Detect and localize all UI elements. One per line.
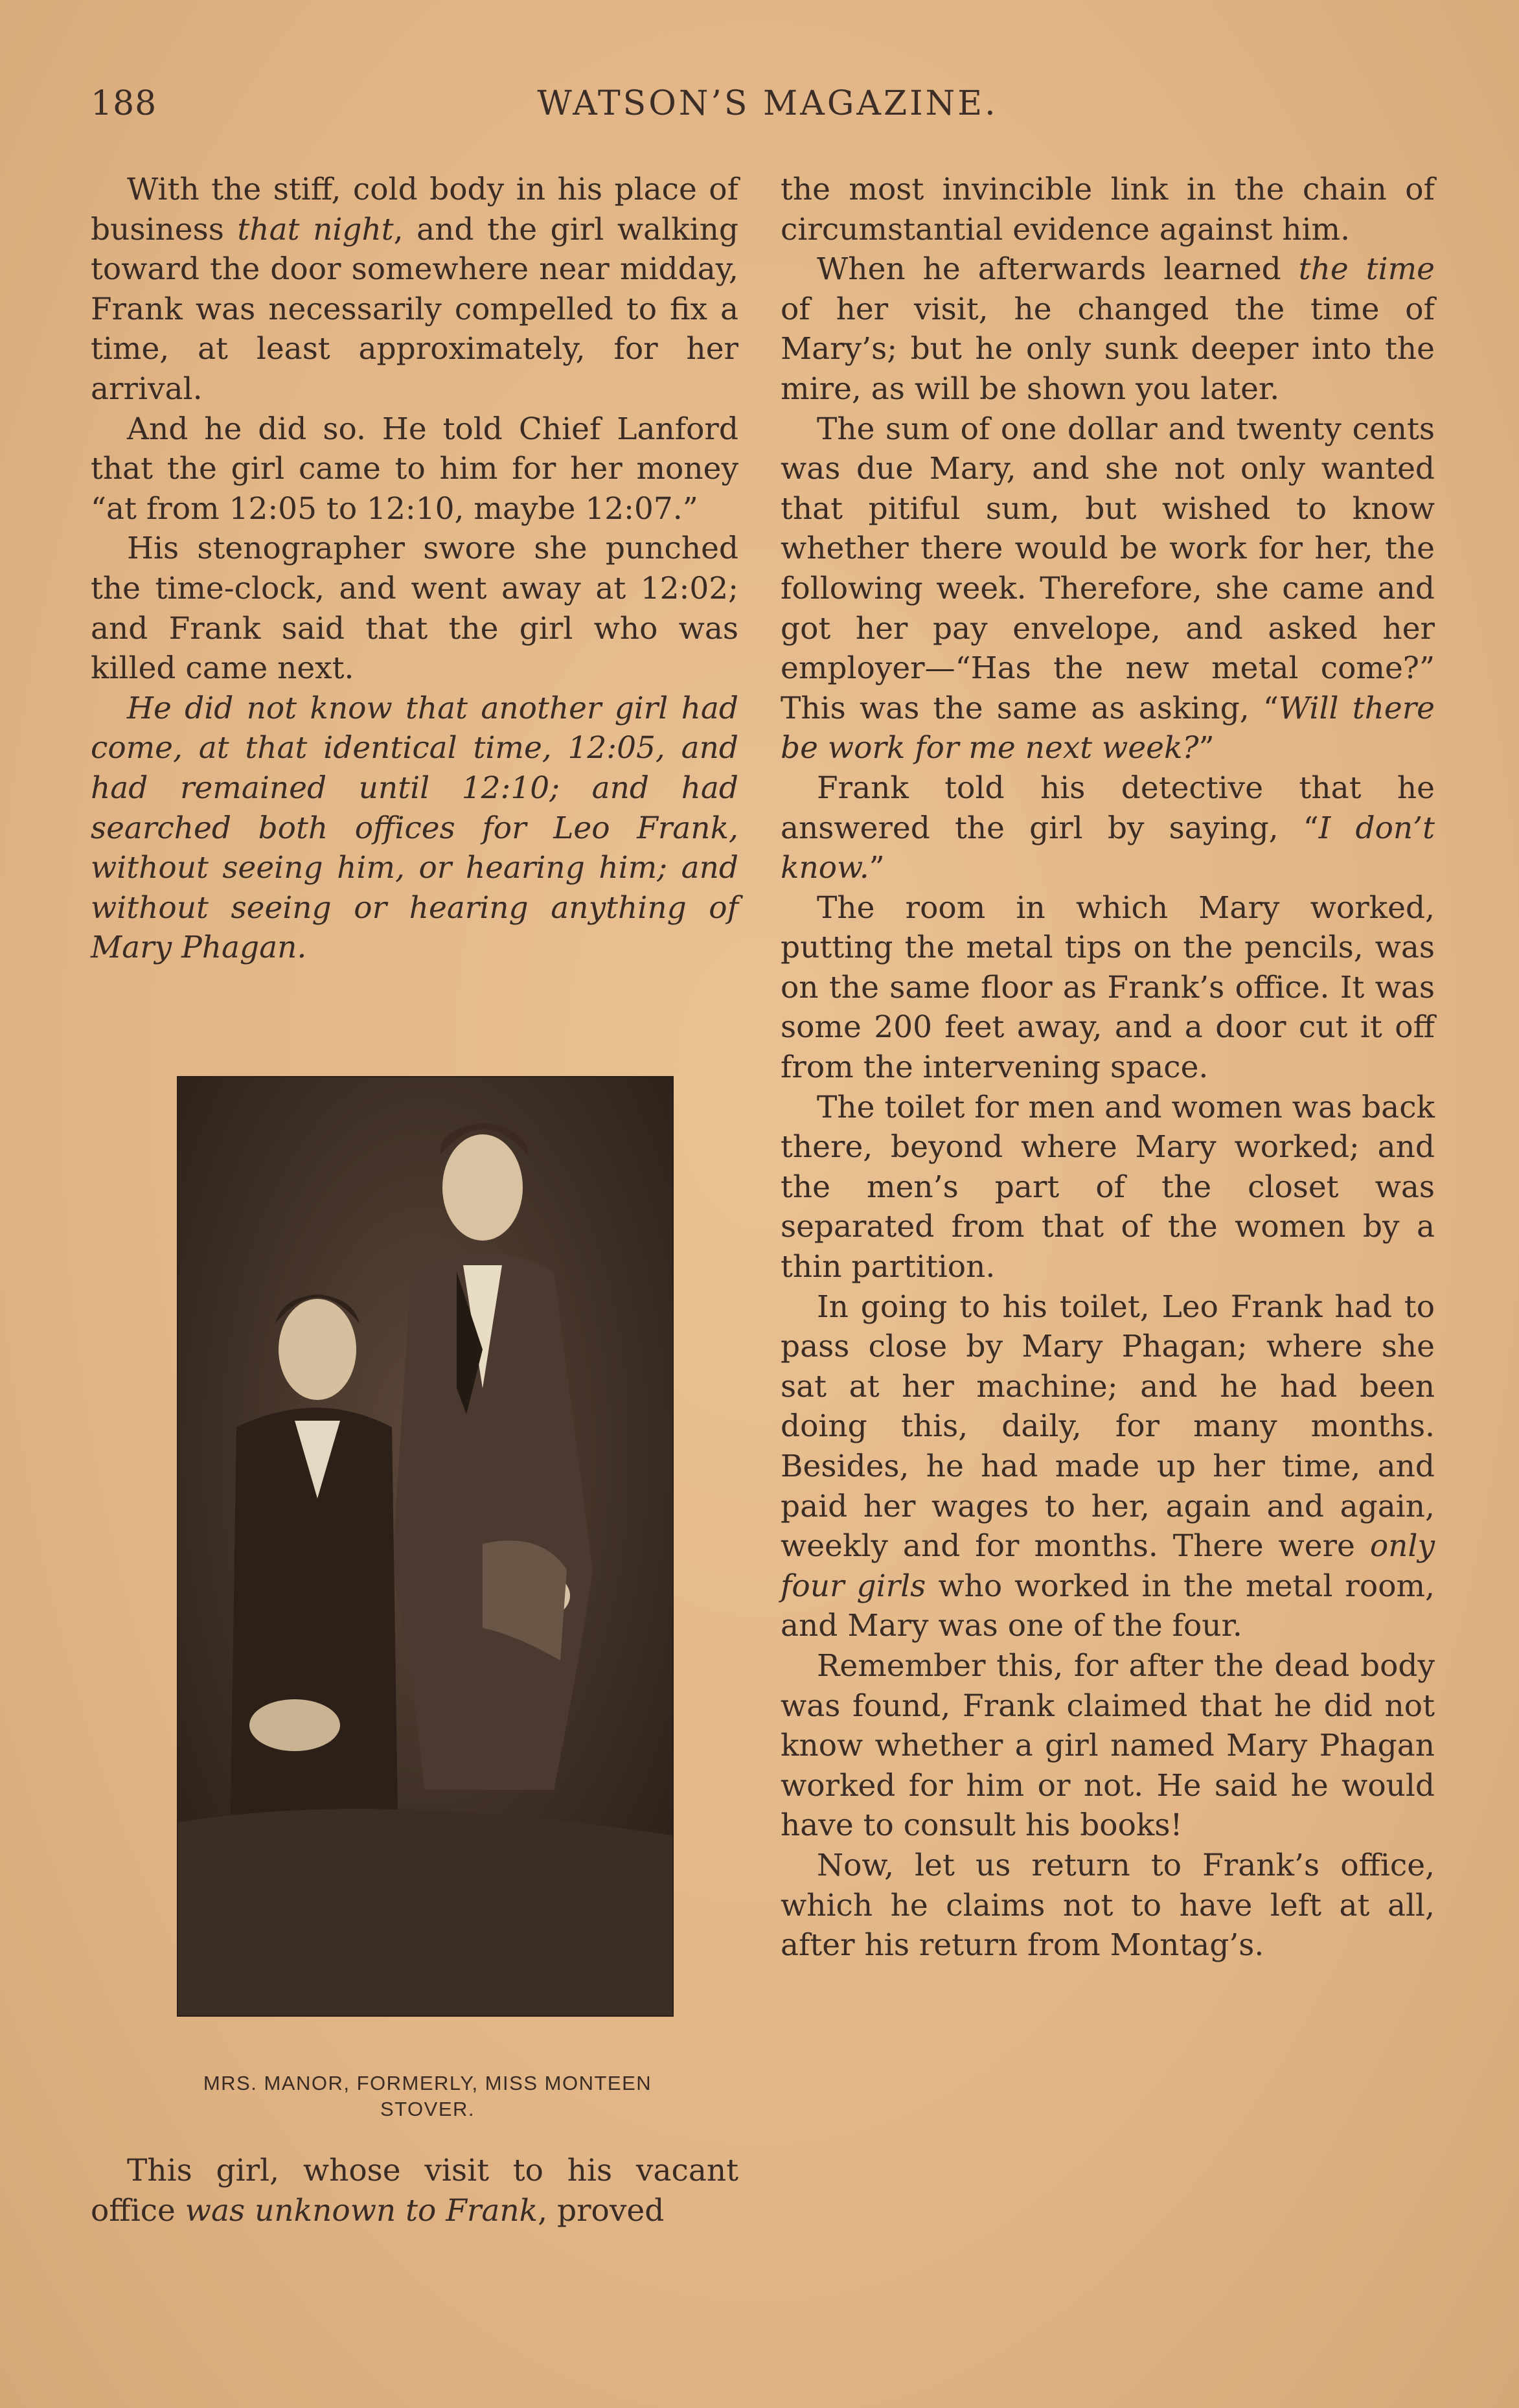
left-paragraph-1 bbox=[91, 170, 738, 409]
right-p6-end: who worked in the metal room, and Mary was one of the four. bbox=[781, 1568, 1435, 1644]
photograph-image bbox=[178, 1077, 672, 2015]
left-bottom-start: This girl, whose visit to his vacant office bbox=[91, 2153, 738, 2229]
right-paragraph-0: the most invincible link in the chain of circumstantial evidence against him. bbox=[781, 172, 1435, 247]
right-paragraph-2 bbox=[781, 409, 1435, 768]
right-paragraph-4: The room in which Mary worked, putting the metal tips on the pencils, was on the same floor as Frank’s office. It was some 200 feet away, and a door cut it off from the intervening space. bbox=[781, 889, 1435, 1086]
right-p3-end: ” bbox=[869, 850, 885, 886]
left-column bbox=[91, 170, 738, 968]
right-p1-emphasis: the time bbox=[1298, 251, 1435, 288]
right-column bbox=[781, 170, 1435, 1966]
right-p3-start: Frank told his detective that he answered the girl by saying, “ bbox=[781, 770, 1435, 846]
right-paragraph-3 bbox=[781, 768, 1435, 888]
photograph bbox=[178, 1077, 672, 2015]
page-number: 188 bbox=[91, 84, 157, 123]
left-paragraph-4: He did not know that another girl had come, at that identical time, 12:05, and had remained until 12:10; and had searched both offices for Leo Frank, without seeing him, or hearing him; and without seeing or hearing anything of Mary Phagan. bbox=[91, 690, 738, 966]
right-p6-start: In going to his toilet, Leo Frank had to pass close by Mary Phagan; where she sat at her machine; and he had been doing this, daily, for many months. Besides, he had made up her time, and paid her wages to her, again and again, weekly and for months. There were bbox=[781, 1289, 1435, 1565]
right-paragraph-7: Remember this, for after the dead body was found, Frank claimed that he did not know whether a girl named Mary Phagan worked for him or not. He said he would have to consult his books! bbox=[781, 1647, 1435, 1844]
caption-line-1: MRS. MANOR, FORMERLY, MISS MONTEEN bbox=[203, 2072, 652, 2094]
left-bottom-paragraph bbox=[91, 2151, 738, 2230]
left-bottom-end: , proved bbox=[538, 2192, 665, 2229]
left-p1-text: With the stiff, cold body in his place of business bbox=[91, 172, 738, 247]
left-p1-emphasis: that night bbox=[237, 211, 394, 247]
right-p3-emphasis: I don’t know. bbox=[781, 810, 1435, 886]
caption-line-2: STOVER. bbox=[380, 2098, 475, 2120]
right-p2-end: ” bbox=[1198, 730, 1215, 766]
right-paragraph-5: The toilet for men and women was back there, beyond where Mary worked; and the men’s part of the closet was separated from that of the women by a thin partition. bbox=[781, 1089, 1435, 1285]
left-paragraph-2: And he did so. He told Chief Lanford that the girl came to him for her money “at from 12:05 to 12:10, maybe 12:07.” bbox=[91, 411, 738, 527]
right-paragraph-1 bbox=[781, 249, 1435, 409]
left-bottom-text bbox=[91, 2151, 738, 2230]
right-paragraph-6 bbox=[781, 1287, 1435, 1646]
right-p2-emphasis: Will there be work for me next week? bbox=[781, 690, 1435, 766]
right-paragraph-8: Now, let us return to Frank’s office, which he claims not to have left at all, after his return from Montag’s. bbox=[781, 1847, 1435, 1964]
right-p2-start: The sum of one dollar and twenty cents was due Mary, and she not only wanted that pitiful sum, but wished to know whether there would be work for her, the following week. Therefore, she came and got her pay envelope, and asked her employer—“Has the new metal come?” This was the same as asking, “ bbox=[781, 411, 1435, 726]
running-head: WATSON’S MAGAZINE. bbox=[537, 84, 998, 123]
right-p1-end: of her visit, he changed the time of Mary’s; but he only sunk deeper into the mire, as will be shown you later. bbox=[781, 291, 1435, 407]
left-paragraph-3: His stenographer swore she punched the time-clock, and went away at 12:02; and Frank said that the girl who was killed came next. bbox=[91, 531, 738, 687]
left-bottom-emphasis: was unknown to Frank bbox=[185, 2192, 538, 2229]
left-p1-end: , and the girl walking toward the door somewhere near midday, Frank was necessarily compelled to fix a time, at least approximately, for her arrival. bbox=[91, 211, 738, 407]
right-p6-emphasis: only four girls bbox=[781, 1528, 1435, 1604]
right-p1-start: When he afterwards learned bbox=[817, 251, 1299, 288]
photo-caption bbox=[117, 2070, 738, 2122]
